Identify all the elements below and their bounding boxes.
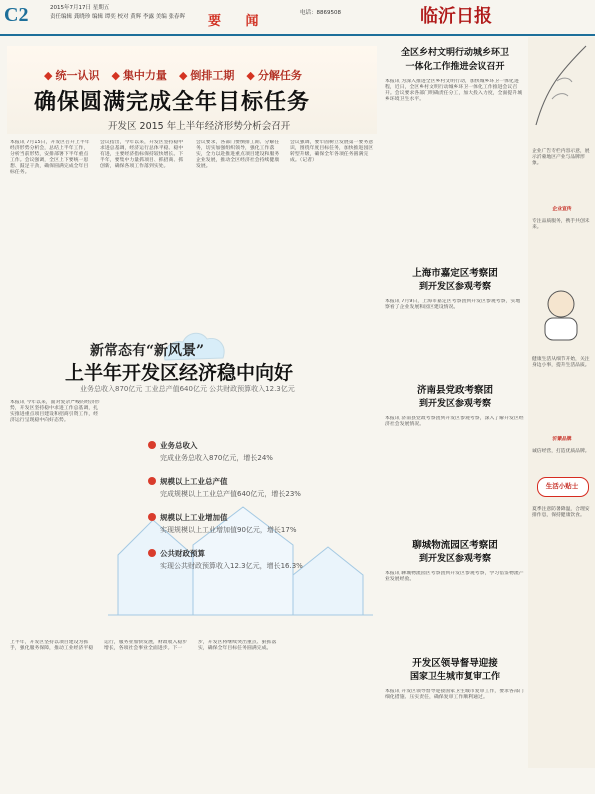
section-label: 要 闻 — [208, 14, 269, 29]
contact-line: 电话：8869508 — [300, 10, 341, 16]
stat-value-1: 完成业务总收入870亿元，增长24% — [160, 454, 273, 462]
sidebar-text-1: 本报讯 为深入推进全区乡村文明行动，加快城乡环卫一体化进程，近日，全区乡村文明行动城乡环卫一体化工作推进会议召开。会议要求各部门明确责任分工，加大投入力度，全面提升城乡环境卫生水平。 — [385, 79, 523, 102]
lead-title: 确保圆满完成全年目标任务 — [34, 89, 311, 115]
feature-lower-text: 上半年，开发区坚持以项目建设为抓手，强化服务保障，推动工业经济平稳运行，服务业加快发展，财政收入稳步增长，各项社会事业全面进步。下一步，开发区将继续突出重点、狠抓落实，确保全年目标任务圆满完成。 — [10, 640, 277, 651]
article-col-2: 会议指出，今年以来，开发区坚持稳中求进总基调，经济运行总体平稳、稳中有进，主要经济指标保持较快增长。下半年，要集中力量抓项目、抓招商、抓创新，确保各项工作落到实处。 — [100, 140, 184, 169]
label-2: ◆ 集中力量 — [111, 67, 166, 83]
sidebar-text-4: 本报讯 聊城物流园区考察团到开发区参观考察，学习借鉴物流产业发展经验。 — [385, 571, 524, 582]
sidebar-title-3: 济南县党政考察团 — [416, 385, 493, 396]
ad-text-1: 企业广告专栏内容示意，展示沂蒙地区产业与品牌形象。 — [532, 149, 590, 166]
editor-line: 责任编辑 龚晓珍 编辑 谭奕 校对 黄辉 李露 美编 张春晖 — [50, 14, 185, 20]
ad-text-2: 专注品质服务，携手共创未来。 — [532, 219, 590, 230]
stat-income — [160, 440, 360, 463]
label-1: ◆ 统一认识 — [44, 67, 99, 83]
stat-bullet-1 — [148, 441, 156, 449]
article-col-4: 会议强调，要牢固树立发展第一要务意识，围绕年度目标任务，加快推进园区转型升级，确保全年各项任务圆满完成。（记者） — [290, 140, 374, 163]
sidebar-title-4: 聊城物流园区考察团 — [412, 540, 498, 551]
article-col-3: 会议要求，各部门要倒排工期、分解任务，切实加强组织领导，强化工作落实，全力以赴推进重点项目建设和服务企业发展，推动全区经济社会持续健康发展。 — [196, 140, 280, 169]
feature-body-col: 本报讯 今年以来，面对复杂严峻的经济形势，开发区坚持稳中求进工作总基调，扎实推进重点项目建设和招商引资工作，经济运行呈现稳中向好态势。 — [10, 400, 100, 423]
label-3: ◆ 倒排工期 — [179, 67, 234, 83]
page-code: C2 — [4, 4, 29, 26]
portrait-illustration — [536, 282, 586, 347]
brand-logo: 临沂日报 — [420, 6, 492, 27]
sidebar-text-3: 本报讯 济南县党政考察团到开发区参观考察，深入了解开发区经济社会发展情况。 — [385, 416, 524, 427]
ink-painting-illustration — [528, 37, 595, 132]
header-rule — [0, 34, 595, 36]
stat-title-1: 业务总收入 — [160, 441, 198, 450]
ad-text-5: 夏季注意防暑降温，合理安排作息，保持健康饮食。 — [532, 507, 590, 518]
stat-bullet-3 — [148, 513, 156, 521]
article-col-1: 本报讯 7月15日，开发区召开上半年经济形势分析会，总结上半年工作，分析当前形势，安排部署下半年重点工作。会议强调，全区上下要统一思想、鼓足干劲，确保圆满完成全年目标任务。 — [10, 140, 90, 175]
feature-title: 新常态有“新风景” — [90, 343, 205, 359]
page-header — [0, 0, 595, 34]
sidebar-sub-5: 国家卫生城市复审工作 — [409, 672, 500, 682]
stat-value-2: 完成规模以上工业总产值640亿元，增长23% — [160, 490, 301, 498]
sidebar-title-1: 全区乡村文明行动城乡环卫 — [400, 48, 509, 58]
ad-text-4: 诚信经营，打造优质品牌。 — [532, 449, 590, 454]
sidebar-title-5: 开发区领导督导迎接 — [412, 658, 498, 669]
tips-label: 生活小贴士 — [545, 482, 579, 490]
stat-value-3: 实现规模以上工业增加值90亿元，增长17% — [160, 526, 297, 534]
stat-title-3: 规模以上工业增加值 — [160, 513, 228, 522]
right-sidebar — [385, 37, 525, 768]
stat-bullet-2 — [148, 477, 156, 485]
ad-side-title: 沂蒙品牌 — [552, 437, 572, 442]
ad-text-3: 健康生活从细节开始，关注身边小事，提升生活品质。 — [532, 357, 590, 368]
sidebar-sub-1: 一体化工作推进会议召开 — [405, 62, 505, 72]
stat-addvalue — [160, 512, 360, 535]
lead-labels — [44, 67, 302, 83]
stat-value-4: 实现公共财政预算收入12.3亿元，增长16.3% — [160, 562, 303, 570]
label-4: ◆ 分解任务 — [246, 67, 301, 83]
date-line: 2015年7月17日 星期五 — [50, 5, 110, 11]
stat-title-2: 规模以上工业总产值 — [160, 477, 228, 486]
sidebar-title-2: 上海市嘉定区考察团 — [412, 268, 498, 279]
feature-stats-line: 业务总收入870亿元 工业总产值640亿元 公共财政预算收入12.3亿元 — [80, 385, 295, 393]
sidebar-sub-4: 到开发区参观考察 — [418, 554, 491, 564]
stat-title-4: 公共财政预算 — [160, 549, 205, 558]
sidebar-sub-3: 到开发区参观考察 — [418, 399, 491, 409]
ad-column — [528, 37, 595, 768]
stat-bullet-4 — [148, 549, 156, 557]
sidebar-text-2: 本报讯 7月9日，上海市嘉定区考察团到开发区参观考察，实地察看了企业发展和园区建设情况。 — [385, 299, 521, 310]
sidebar-text-5: 本报讯 开发区领导督导迎接国家卫生城市复审工作，要求各部门细化措施、压实责任，确保复审工作顺利通过。 — [385, 689, 524, 700]
sidebar-sub-2: 到开发区参观考察 — [418, 282, 491, 292]
lead-subtitle: 开发区 2015 年上半年经济形势分析会召开 — [108, 121, 291, 132]
stat-budget — [160, 548, 360, 571]
ad-top-label: 企业宣传 — [552, 207, 572, 212]
feature-headline: 上半年开发区经济稳中向好 — [65, 362, 294, 384]
stat-output — [160, 476, 360, 499]
